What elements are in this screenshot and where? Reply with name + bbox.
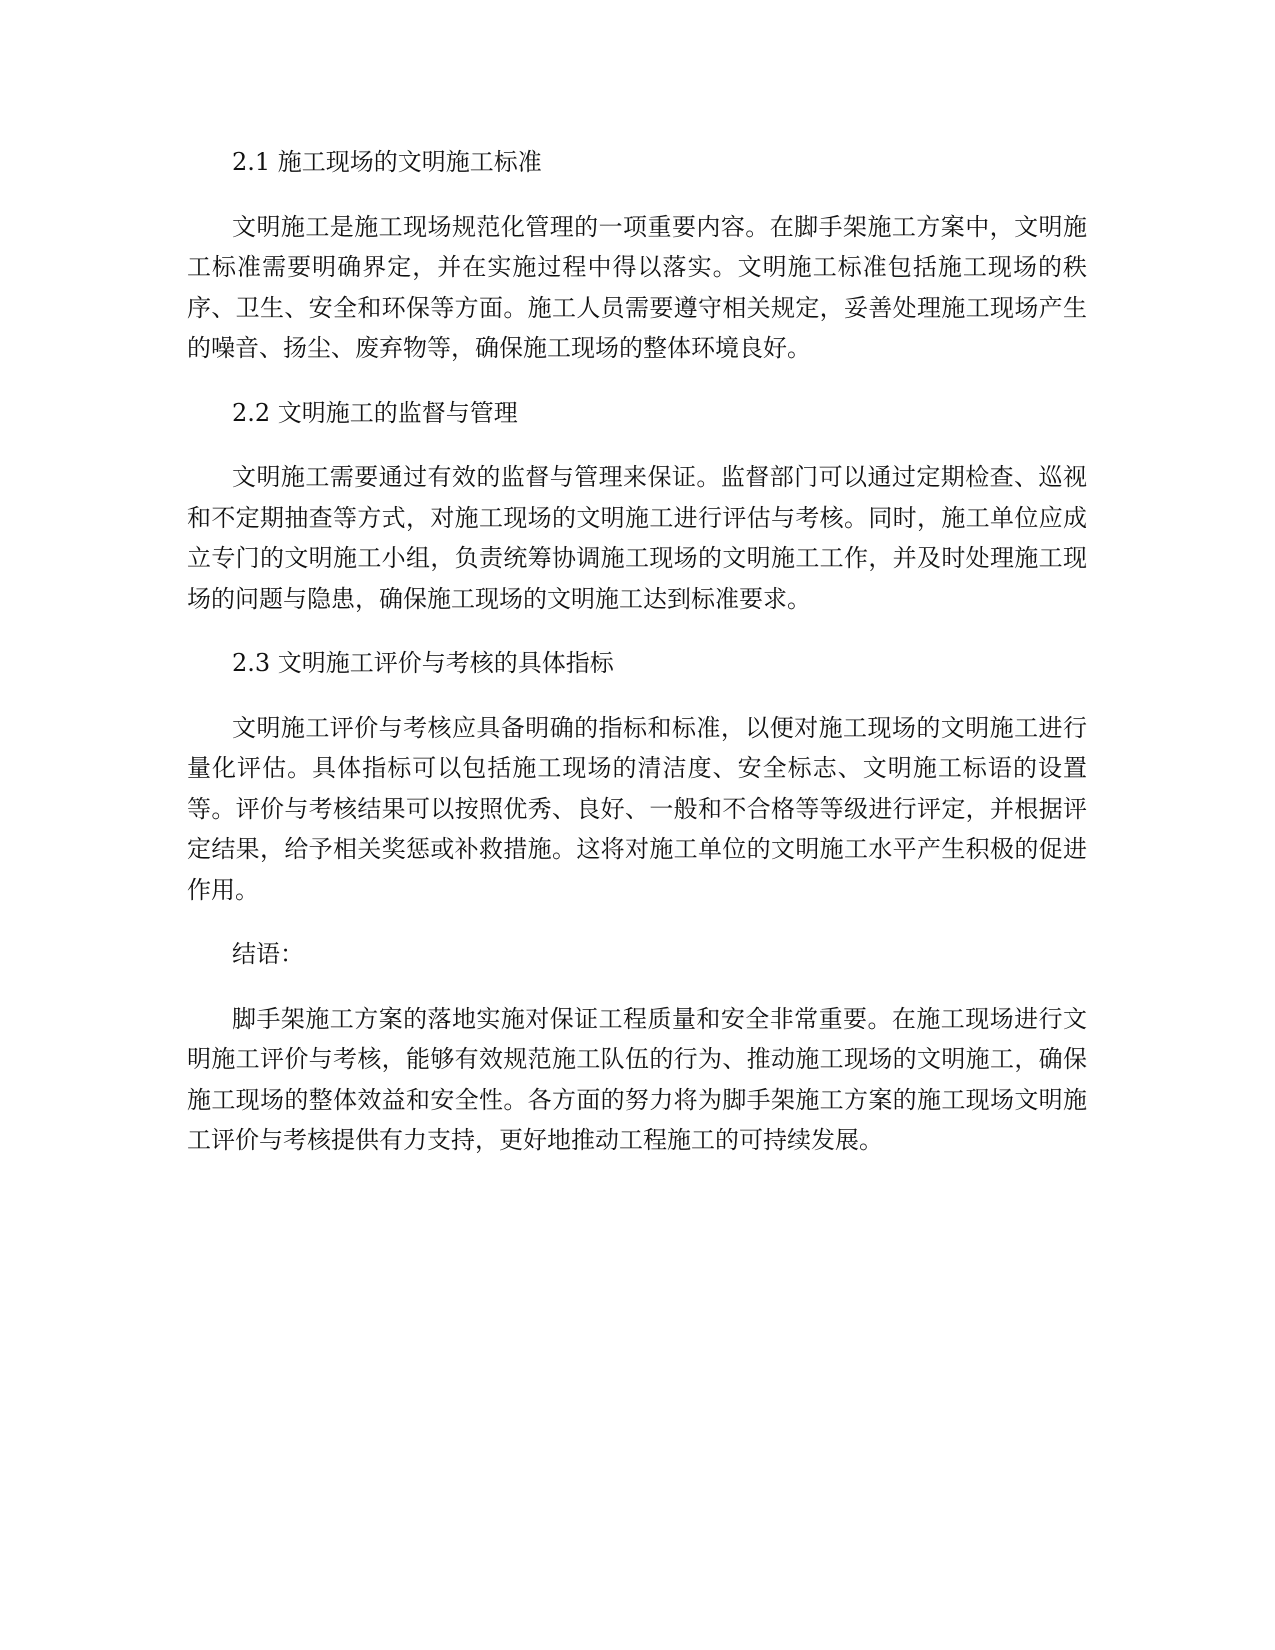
section-paragraph-2-3: 文明施工评价与考核应具备明确的指标和标准，以便对施工现场的文明施工进行量化评估。具体指标可以包括施工现场的清洁度、安全标志、文明施工标语的设置等。评价与考核结果可以按照优秀、良好、一般和不合格等等级进行评定，并根据评定结果，给予相关奖惩或补救措施。这将对施工单位的文明施工水平产生积极的促进作用。	[187, 713, 1087, 904]
document-body	[187, 142, 1087, 1185]
section-heading-2-1: 2.1 施工现场的文明施工标准	[232, 148, 542, 176]
section-heading-2-3: 2.3 文明施工评价与考核的具体指标	[232, 649, 614, 677]
conclusion-paragraph: 脚手架施工方案的落地实施对保证工程质量和安全非常重要。在施工现场进行文明施工评价与考核，能够有效规范施工队伍的行为、推动施工现场的文明施工，确保施工现场的整体效益和安全性。各方面的努力将为脚手架施工方案的施工现场文明施工评价与考核提供有力支持，更好地推动工程施工的可持续发展。	[187, 1004, 1087, 1154]
conclusion-heading: 结语：	[232, 940, 304, 968]
section-paragraph-2-1: 文明施工是施工现场规范化管理的一项重要内容。在脚手架施工方案中，文明施工标准需要明确界定，并在实施过程中得以落实。文明施工标准包括施工现场的秩序、卫生、安全和环保等方面。施工人员需要遵守相关规定，妥善处理施工现场产生的噪音、扬尘、废弃物等，确保施工现场的整体环境良好。	[187, 212, 1087, 362]
section-heading-2-2: 2.2 文明施工的监督与管理	[232, 398, 518, 427]
section-paragraph-2-2: 文明施工需要通过有效的监督与管理来保证。监督部门可以通过定期检查、巡视和不定期抽查等方式，对施工现场的文明施工进行评估与考核。同时，施工单位应成立专门的文明施工小组，负责统筹协调施工现场的文明施工工作，并及时处理施工现场的问题与隐患，确保施工现场的文明施工达到标准要求。	[187, 463, 1087, 613]
